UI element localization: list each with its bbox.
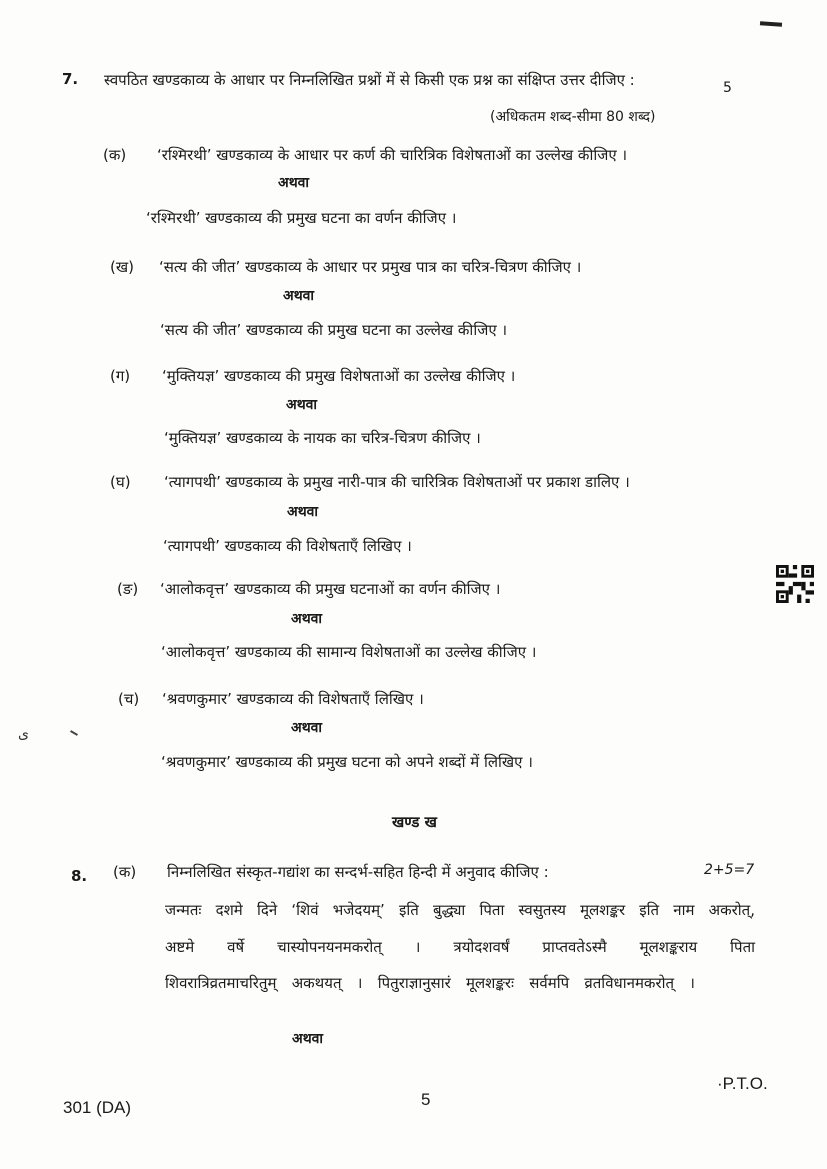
q7-text: स्वपठित खण्डकाव्य के आधार पर निम्नलिखित प्रश्नों में से किसी एक प्रश्न का संक्षिप्त उत्तर दीजिए : — [104, 71, 635, 89]
q7-part-or: अथवा — [287, 504, 319, 520]
q7-part-or: अथवा — [278, 175, 310, 191]
q7-part-label: (क) — [103, 146, 127, 164]
q7-part-question: ‘रश्मिरथी’ खण्डकाव्य के आधार पर कर्ण की चारित्रिक विशेषताओं का उल्लेख कीजिए । — [157, 146, 628, 164]
q7-part-alt-question: ‘श्रवणकुमार’ खण्डकाव्य की प्रमुख घटना को अपने शब्दों में लिखिए । — [161, 753, 533, 771]
q7-part-question: ‘त्यागपथी’ खण्डकाव्य के प्रमुख नारी-पात्र की चारित्रिक विशेषताओं पर प्रकाश डालिए । — [164, 473, 630, 491]
q7-part-or: अथवा — [283, 288, 315, 304]
q7-part-question: ‘श्रवणकुमार’ खण्डकाव्य की विशेषताएँ लिखिए । — [162, 690, 424, 708]
q7-part-alt-question: ‘मुक्तियज्ञ’ खण्डकाव्य के नायक का चरित्र-चित्रण कीजिए । — [164, 429, 481, 447]
q7-part-or: अथवा — [286, 397, 318, 413]
paper-code: 301 (DA) — [63, 1098, 132, 1117]
qr-code-icon — [776, 565, 814, 603]
q7-number: 7. — [62, 70, 79, 88]
section-heading: खण्ड ख — [392, 813, 437, 831]
q7-part-alt-question: ‘आलोकवृत्त’ खण्डकाव्य की सामान्य विशेषताओं का उल्लेख कीजिए । — [161, 643, 537, 661]
q7-part-question: ‘सत्य की जीत’ खण्डकाव्य के आधार पर प्रमुख पात्र का चरित्र-चित्रण कीजिए । — [159, 258, 582, 276]
sanskrit-passage-line: जन्मतः दशमे दिने ‘शिवं भजेदयम्’ इति बुद्ध्या पिता स्वसुतस्य मूलशङ्कर इति नाम अकरोत्, — [165, 901, 755, 919]
q7-part-label: (घ) — [110, 473, 131, 491]
page-number: 5 — [421, 1090, 431, 1109]
q8-marks: 2+5=7 — [704, 862, 755, 878]
pto-note: ·P.T.O. — [717, 1074, 768, 1093]
sanskrit-passage-line: अष्टमे वर्षे चास्योपनयनमकरोत् । त्रयोदशवर्षं प्राप्तवतेऽस्मै मूलशङ्कराय पिता — [165, 938, 755, 956]
q7-part-question: ‘मुक्तियज्ञ’ खण्डकाव्य की प्रमुख विशेषताओं का उल्लेख कीजिए । — [162, 367, 516, 385]
q7-part-alt-question: ‘त्यागपथी’ खण्डकाव्य की विशेषताएँ लिखिए । — [163, 537, 412, 555]
q7-word-limit: (अधिकतम शब्द-सीमा 80 शब्द) — [490, 109, 656, 125]
q7-part-label: (ख) — [110, 258, 134, 276]
corner-mark — [760, 21, 782, 27]
q7-part-question: ‘आलोकवृत्त’ खण्डकाव्य की प्रमुख घटनाओं का वर्णन कीजिए । — [160, 580, 501, 598]
q7-part-or: अथवा — [291, 611, 323, 627]
q7-part-alt-question: ‘रश्मिरथी’ खण्डकाव्य की प्रमुख घटना का वर्णन कीजिए । — [146, 209, 457, 227]
margin-mark — [70, 730, 78, 736]
margin-mark: ی — [18, 726, 29, 742]
q7-marks: 5 — [723, 80, 732, 96]
q8-number: 8. — [71, 867, 88, 885]
q7-part-label: (ङ) — [117, 580, 139, 598]
q7-part-label: (ग) — [110, 367, 131, 385]
q7-part-label: (च) — [118, 690, 140, 708]
q7-part-or: अथवा — [291, 720, 323, 736]
q8-text: निम्नलिखित संस्कृत-गद्यांश का सन्दर्भ-सहित हिन्दी में अनुवाद कीजिए : — [167, 863, 549, 881]
q7-part-alt-question: ‘सत्य की जीत’ खण्डकाव्य की प्रमुख घटना का उल्लेख कीजिए । — [160, 321, 508, 339]
sanskrit-passage-line: शिवरात्रिव्रतमाचरितुम् अकथयत् । पितुराज्ञानुसारं मूलशङ्करः सर्वमपि व्रतविधानमकरोत् । — [165, 974, 695, 992]
q8-or: अथवा — [292, 1031, 324, 1047]
q8-part-label: (क) — [113, 863, 137, 881]
